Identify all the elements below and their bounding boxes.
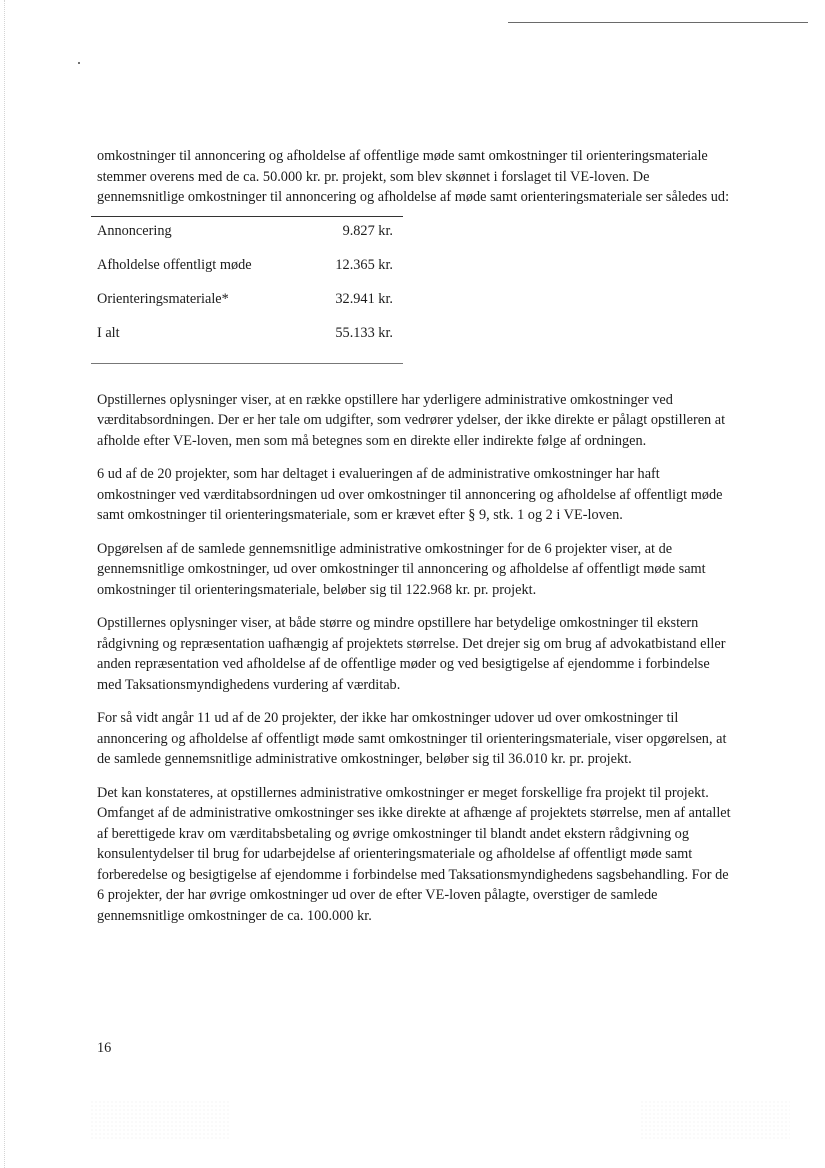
- row-amount: 55.133 kr.: [335, 324, 393, 341]
- scan-noise: [90, 1100, 230, 1140]
- row-label: Afholdelse offentligt møde: [97, 256, 252, 273]
- row-label: I alt: [97, 324, 120, 341]
- paragraph: Opgørelsen af de samlede gennemsnitlige administrative omkostninger for de 6 projekter viser, at de gennemsnitlige omkostninger, ud over omkostninger til annoncering og afholdelse af offentligt møde samt omkostninger til orienteringsmateriale, beløber sig til 122.968 kr. pr. projekt.: [97, 540, 706, 598]
- intro-paragraph: omkostninger til annoncering og afholdelse af offentlige møde samt omkostninger til orienteringsmateriale stemmer overens med de ca. 50.000 kr. pr. projekt, som blev skønnet i forslaget til VE-loven. De gennemsnitlige omkostninger til annoncering og afholdelse af møde samt orienteringsmateriale ser således ud:: [97, 148, 730, 205]
- cost-table: [91, 216, 403, 364]
- paragraph: Opstillernes oplysninger viser, at en række opstillere har yderligere administrative omkostninger ved værditabsordningen. Der er her tale om udgifter, som vedrører ydelser, der ikke direkte er pålagt opstilleren at afholde efter VE-loven, men som må betegnes som en direkte eller indirekte følge af ordningen.: [97, 391, 726, 449]
- scan-noise: [640, 1100, 790, 1140]
- table-row: [91, 221, 403, 255]
- table-row: [91, 289, 403, 323]
- row-amount: 12.365 kr.: [335, 256, 393, 273]
- table-row: [91, 255, 403, 289]
- paragraph: Det kan konstateres, at opstillernes administrative omkostninger er meget forskellige fra projekt til projekt. Omfanget af de administrative omkostninger ses ikke direkte at afhænge af projektets størrelse, men af antallet af berettigede krav om værditabsbetaling og øvrige omkostninger til blandt andet ekstern rådgivning og konsulentydelser til brug for udarbejdelse af orienteringsmateriale og afholdelse af offentligt møde samt forberedelse og besigtigelse af ejendomme i forbindelse med Taksationsmyndighedens sagsbehandling. For de 6 projekter, der har øvrige omkostninger ud over de efter VE-loven pålagte, overstiger de samlede gennemsnitlige omkostninger de ca. 100.000 kr.: [97, 784, 731, 924]
- page-number: 16: [97, 1040, 112, 1056]
- row-amount: 9.827 kr.: [342, 222, 393, 239]
- row-amount: 32.941 kr.: [335, 290, 393, 307]
- paragraph: Opstillernes oplysninger viser, at både større og mindre opstillere har betydelige omkostninger til ekstern rådgivning og repræsentation uafhængig af projektets størrelse. Det drejer sig om brug af advokatbistand eller anden repræsentation ved afholdelse af de offentlige møder og ved besigtigelse af ejendomme i forbindelse med Taksationsmyndighedens vurdering af værditab.: [97, 615, 726, 693]
- paragraph: For så vidt angår 11 ud af de 20 projekter, der ikke har omkostninger udover ud over omkostninger til annoncering og afholdelse af offentligt møde samt omkostninger til orienteringsmateriale, viser opgørelsen, at de samlede gennemsnitlige administrative omkostninger, beløber sig til 36.010 kr. pr. projekt.: [97, 710, 727, 767]
- row-label: Orienteringsmateriale*: [97, 290, 229, 307]
- page-body: [97, 146, 733, 939]
- paragraph: 6 ud af de 20 projekter, som har deltaget i evalueringen af de administrative omkostninger har haft omkostninger ved værditabsordningen ud over omkostninger til annoncering og afholdelse af offentligt møde samt omkostninger til orienteringsmateriale, som er krævet efter § 9, stk. 1 og 2 i VE-loven.: [97, 466, 723, 523]
- scan-edge: [4, 0, 5, 1168]
- header-rule: [508, 22, 808, 23]
- scan-speck: [78, 62, 80, 64]
- row-label: Annoncering: [97, 222, 172, 239]
- table-row-total: [91, 323, 403, 357]
- spacer: [97, 364, 733, 390]
